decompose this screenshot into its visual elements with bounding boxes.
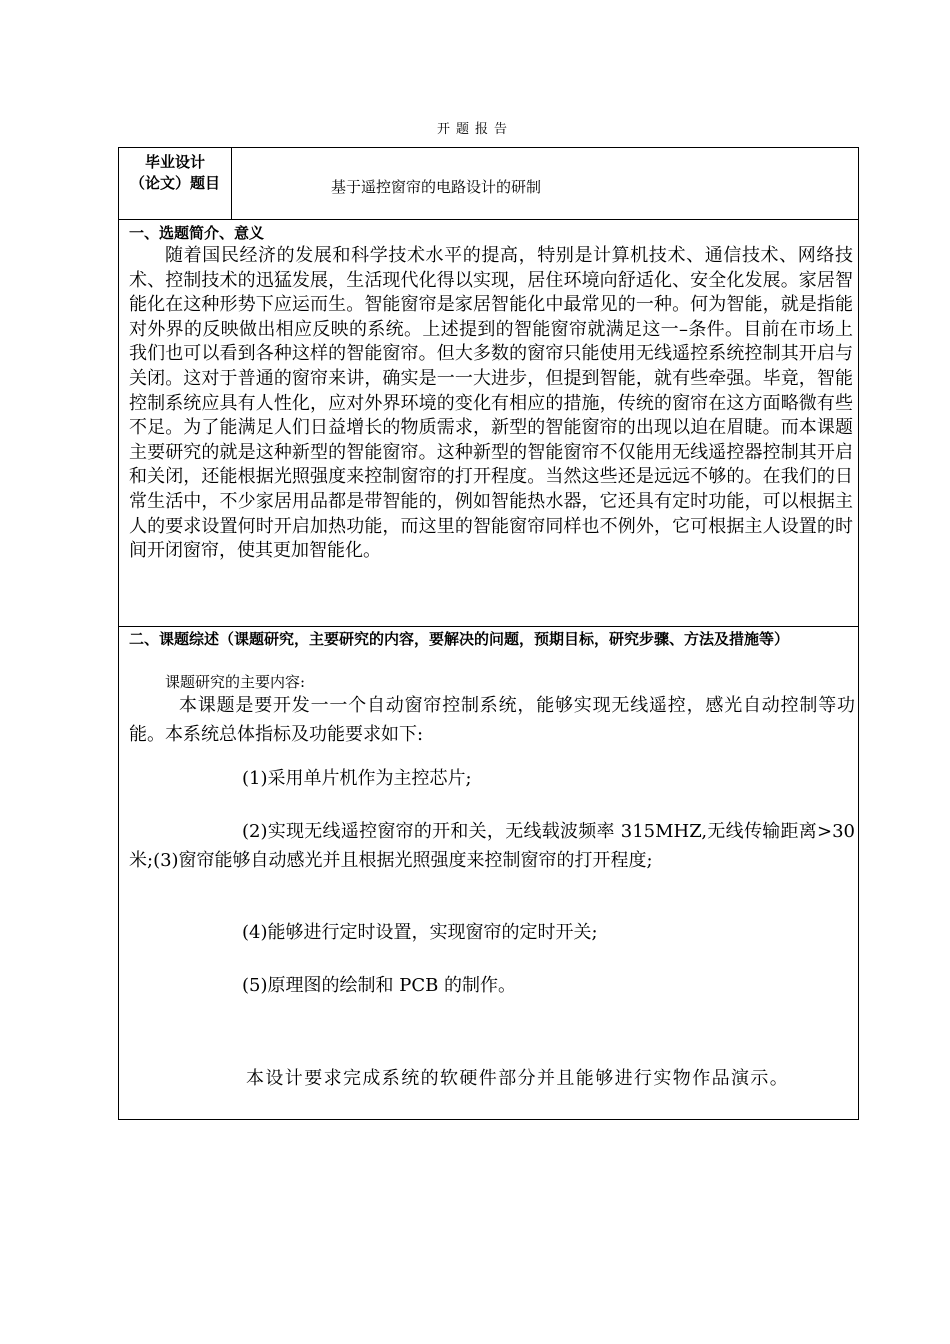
requirement-item: (1)采用单片机作为主控芯片; xyxy=(242,768,472,789)
section-intro xyxy=(119,220,858,627)
section-intro-heading: 一、选题简介、意义 xyxy=(129,224,265,242)
title-label xyxy=(119,148,232,219)
report-table xyxy=(118,147,859,1120)
thesis-title: 基于遥控窗帘的电路设计的研制 xyxy=(331,178,542,196)
requirement-item: (2)实现无线遥控窗帘的开和关，无线载波频率 315MHZ,无线传输距离>30 米;(3)窗帘能够自动感光并且根据光照强度来控制窗帘的打开程度; xyxy=(129,821,855,871)
page-header: 开题报告 xyxy=(436,122,513,137)
requirement-item: (5)原理图的绘制和 PCB 的制作。 xyxy=(242,975,517,996)
overview-intro: 本课题是要开发一一个自动窗帘控制系统，能够实现无线遥控，感光自动控制等功能。本系统总体指标及功能要求如下: xyxy=(129,695,855,745)
section-overview xyxy=(119,627,858,1119)
research-content-label: 课题研究的主要内容: xyxy=(165,673,306,691)
section-intro-body: 随着国民经济的发展和科学技术水平的提高，特别是计算机技术、通信技术、网络技术、控制技术的迅猛发展，生活现代化得以实现，居住环境向舒适化、安全化发展。家居智能化在这种形势下应运而生。智能窗帘是家居智能化中最常见的一种。何为智能，就是指能对外界的反映做出相应反映的系统。上述提到的智能窗帘就满足这一–条件。目前在市场上我们也可以看到各种这样的智能窗帘。但大多数的窗帘只能使用无线遥控系统控制其开启与关闭。这对于普通的窗帘来讲，确实是一一大进步，但提到智能，就有些牵强。毕竟，智能控制系统应具有人性化，应对外界环境的变化有相应的措施，传统的窗帘在这方面略微有些不足。为了能满足人们日益增长的物质需求，新型的智能窗帘的出现以迫在眉睫。而本课题主要研究的就是这种新型的智能窗帘。这种新型的智能窗帘不仅能用无线遥控器控制其开启和关闭，还能根据光照强度来控制窗帘的打开程度。当然这些还是远远不够的。在我们的日常生活中，不少家居用品都是带智能的，例如智能热水器，它还具有定时功能，可以根据主人的要求设置何时开启加热功能，而这里的智能窗帘同样也不例外，它可根据主人设置的时间开闭窗帘，使其更加智能化。 xyxy=(129,245,853,562)
title-label-line2: （论文）题目 xyxy=(129,174,220,192)
title-row xyxy=(119,148,858,220)
requirement-item: (4)能够进行定时设置，实现窗帘的定时开关; xyxy=(242,922,598,943)
title-label-line1: 毕业设计 xyxy=(144,153,205,171)
section-overview-heading: 二、课题综述（课题研究，主要研究的内容，要解决的问题，预期目标，研究步骤、方法及措施等） xyxy=(129,630,790,648)
overview-closing: 本设计要求完成系统的软硬件部分并且能够进行实物作品演示。 xyxy=(246,1068,790,1089)
